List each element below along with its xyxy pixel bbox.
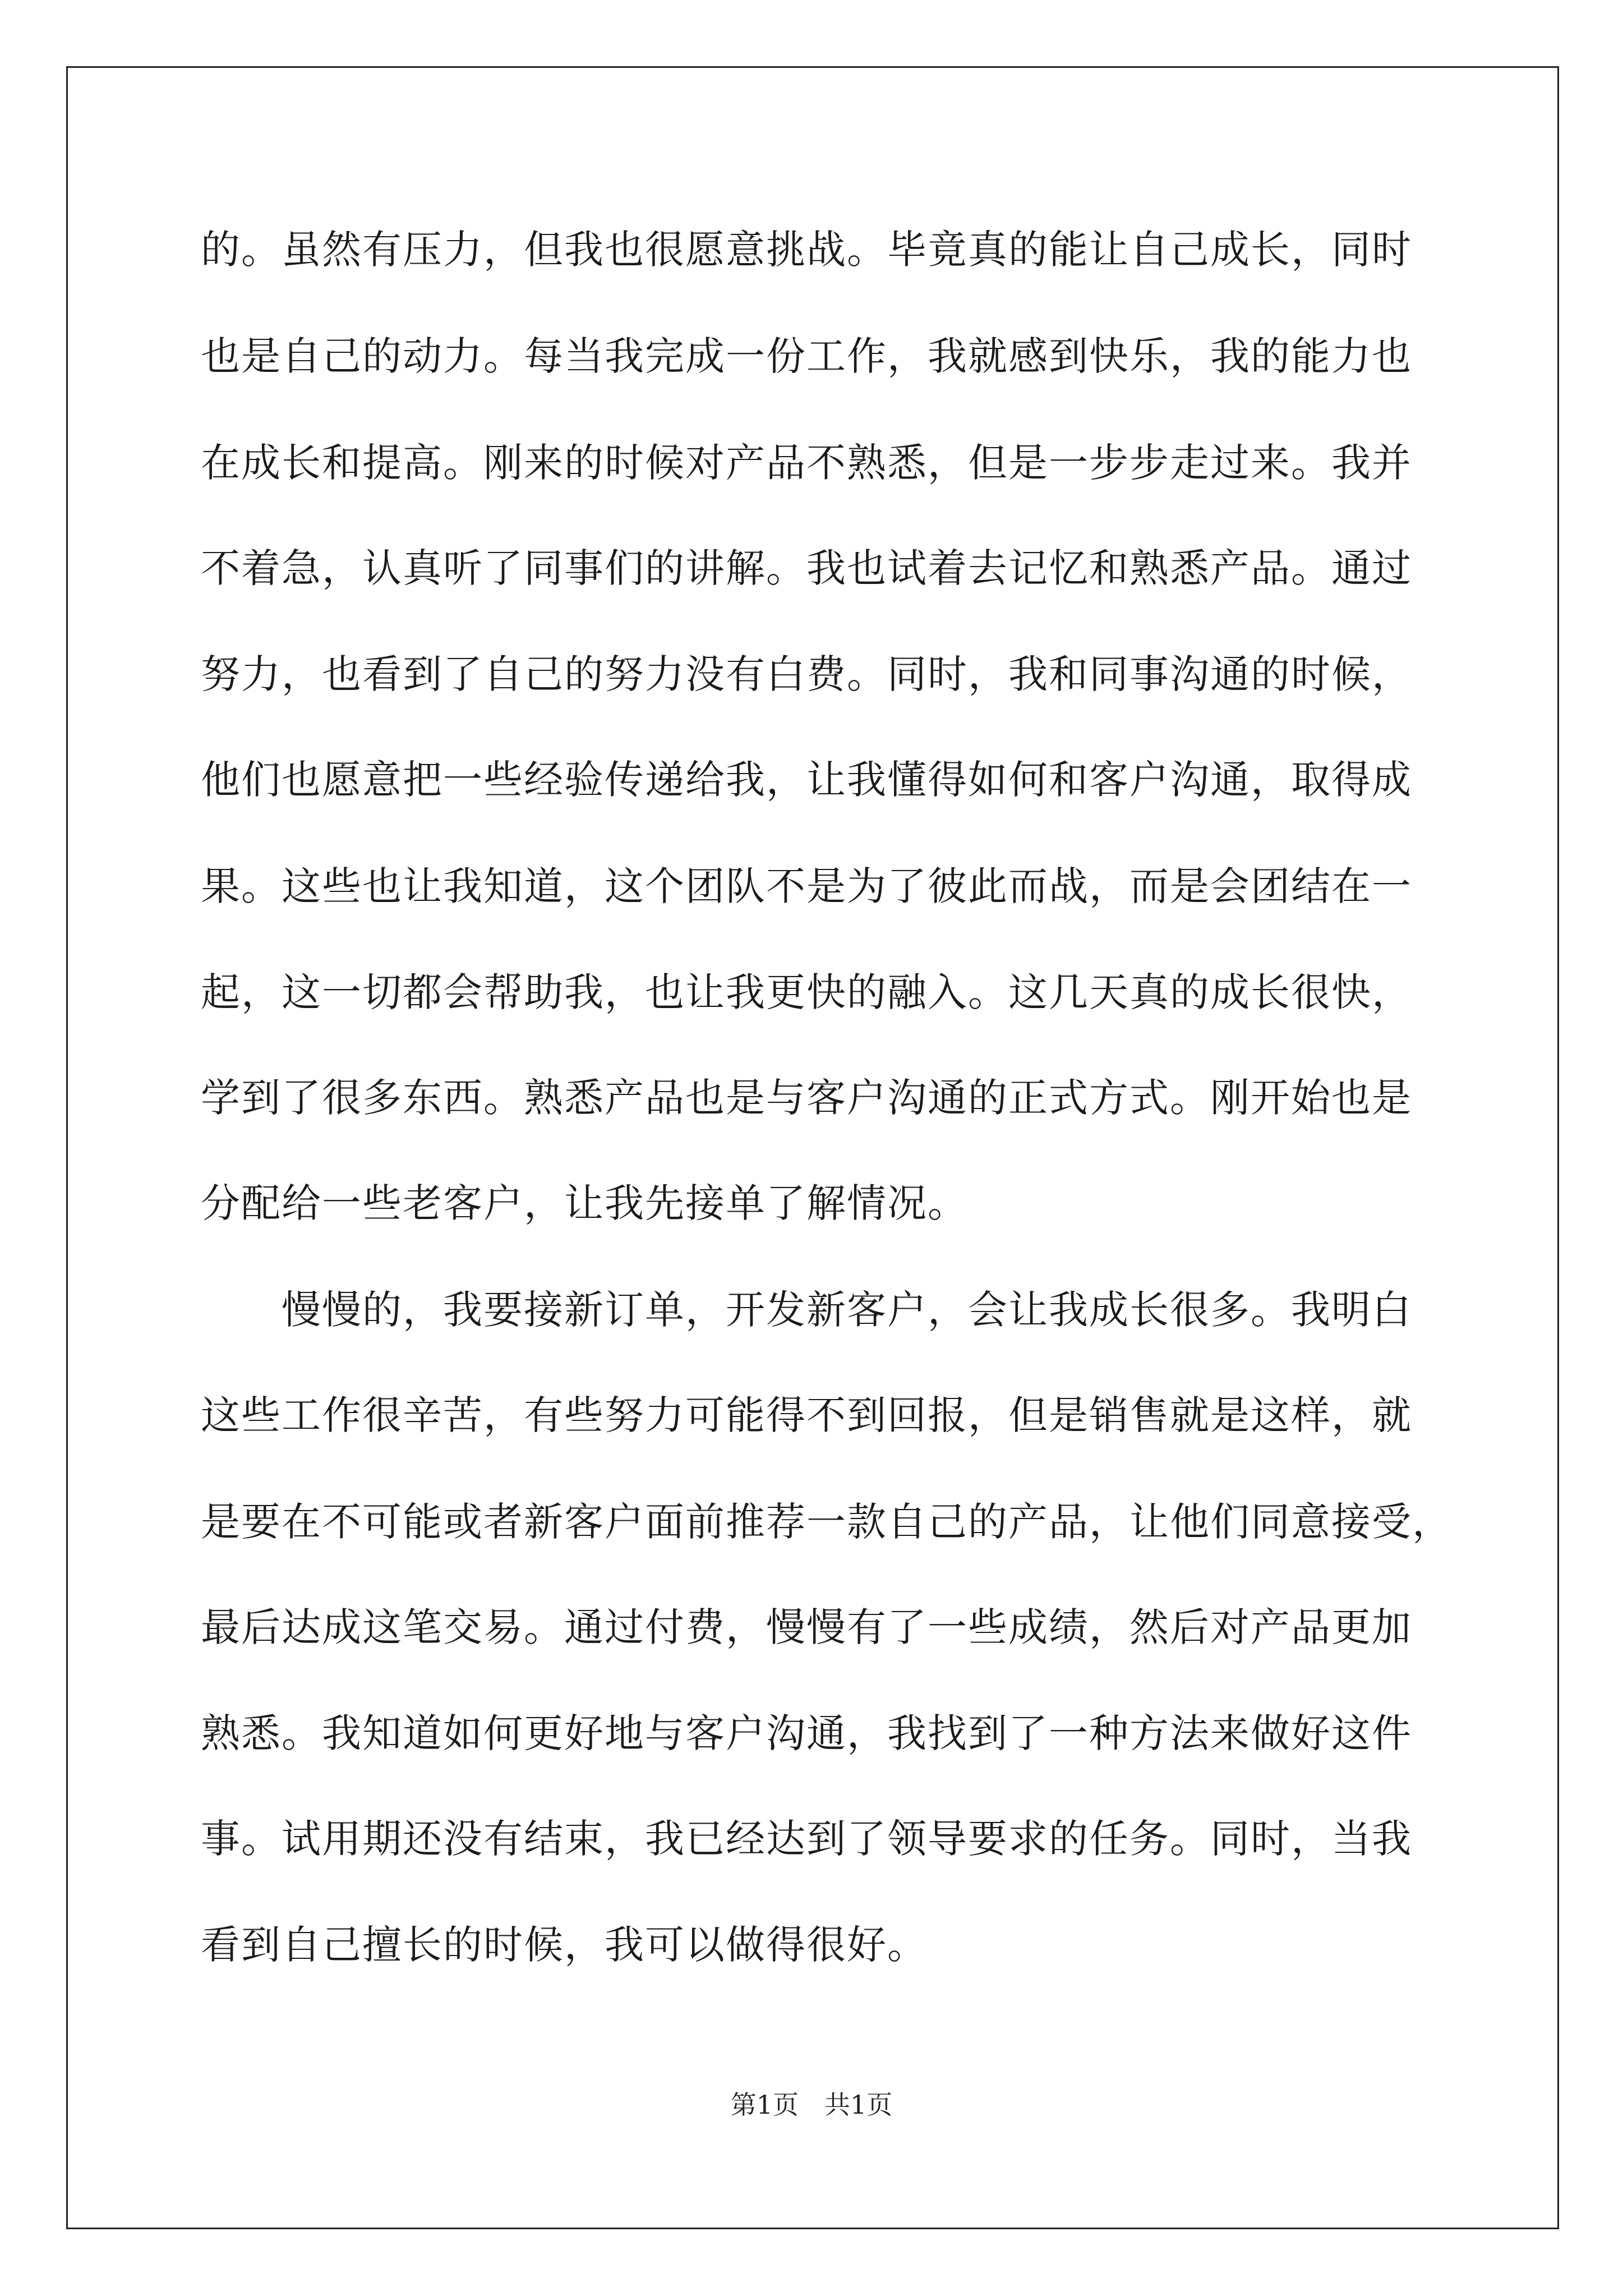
body-line-10: 分配给一些老客户，让我先接单了解情况。 bbox=[201, 1180, 968, 1226]
body-line-2: 也是自己的动力。每当我完成一份工作，我就感到快乐，我的能力也 bbox=[201, 333, 1412, 379]
body-line-14: 最后达成这笔交易。通过付费，慢慢有了一些成绩，然后对产品更加 bbox=[201, 1604, 1412, 1650]
body-line-7: 果。这些也让我知道，这个团队不是为了彼此而战，而是会团结在一 bbox=[201, 863, 1412, 909]
body-line-8: 起，这一切都会帮助我，也让我更快的融入。这几天真的成长很快， bbox=[201, 969, 1412, 1015]
page-number-footer: 第1页 共1页 bbox=[730, 2090, 893, 2120]
page-border bbox=[66, 66, 1559, 2229]
body-line-4: 不着急，认真听了同事们的讲解。我也试着去记忆和熟悉产品。通过 bbox=[201, 545, 1412, 591]
body-line-11: 慢慢的，我要接新订单，开发新客户，会让我成长很多。我明白 bbox=[201, 1287, 1412, 1333]
body-line-6: 他们也愿意把一些经验传递给我，让我懂得如何和客户沟通，取得成 bbox=[201, 757, 1412, 803]
body-line-13: 是要在不可能或者新客户面前推荐一款自己的产品，让他们同意接受， bbox=[201, 1499, 1453, 1545]
body-line-1: 的。虽然有压力，但我也很愿意挑战。毕竟真的能让自己成长，同时 bbox=[201, 227, 1412, 273]
body-line-17: 看到自己擅长的时候，我可以做得很好。 bbox=[201, 1922, 928, 1968]
body-line-3: 在成长和提高。刚来的时候对产品不熟悉，但是一步步走过来。我并 bbox=[201, 440, 1412, 486]
body-line-16: 事。试用期还没有结束，我已经达到了领导要求的任务。同时，当我 bbox=[201, 1816, 1412, 1862]
body-line-12: 这些工作很辛苦，有些努力可能得不到回报，但是销售就是这样，就 bbox=[201, 1392, 1412, 1438]
body-line-9: 学到了很多东西。熟悉产品也是与客户沟通的正式方式。刚开始也是 bbox=[201, 1075, 1412, 1121]
body-line-15: 熟悉。我知道如何更好地与客户沟通，我找到了一种方法来做好这件 bbox=[201, 1710, 1412, 1756]
body-line-5: 努力，也看到了自己的努力没有白费。同时，我和同事沟通的时候， bbox=[201, 651, 1412, 697]
